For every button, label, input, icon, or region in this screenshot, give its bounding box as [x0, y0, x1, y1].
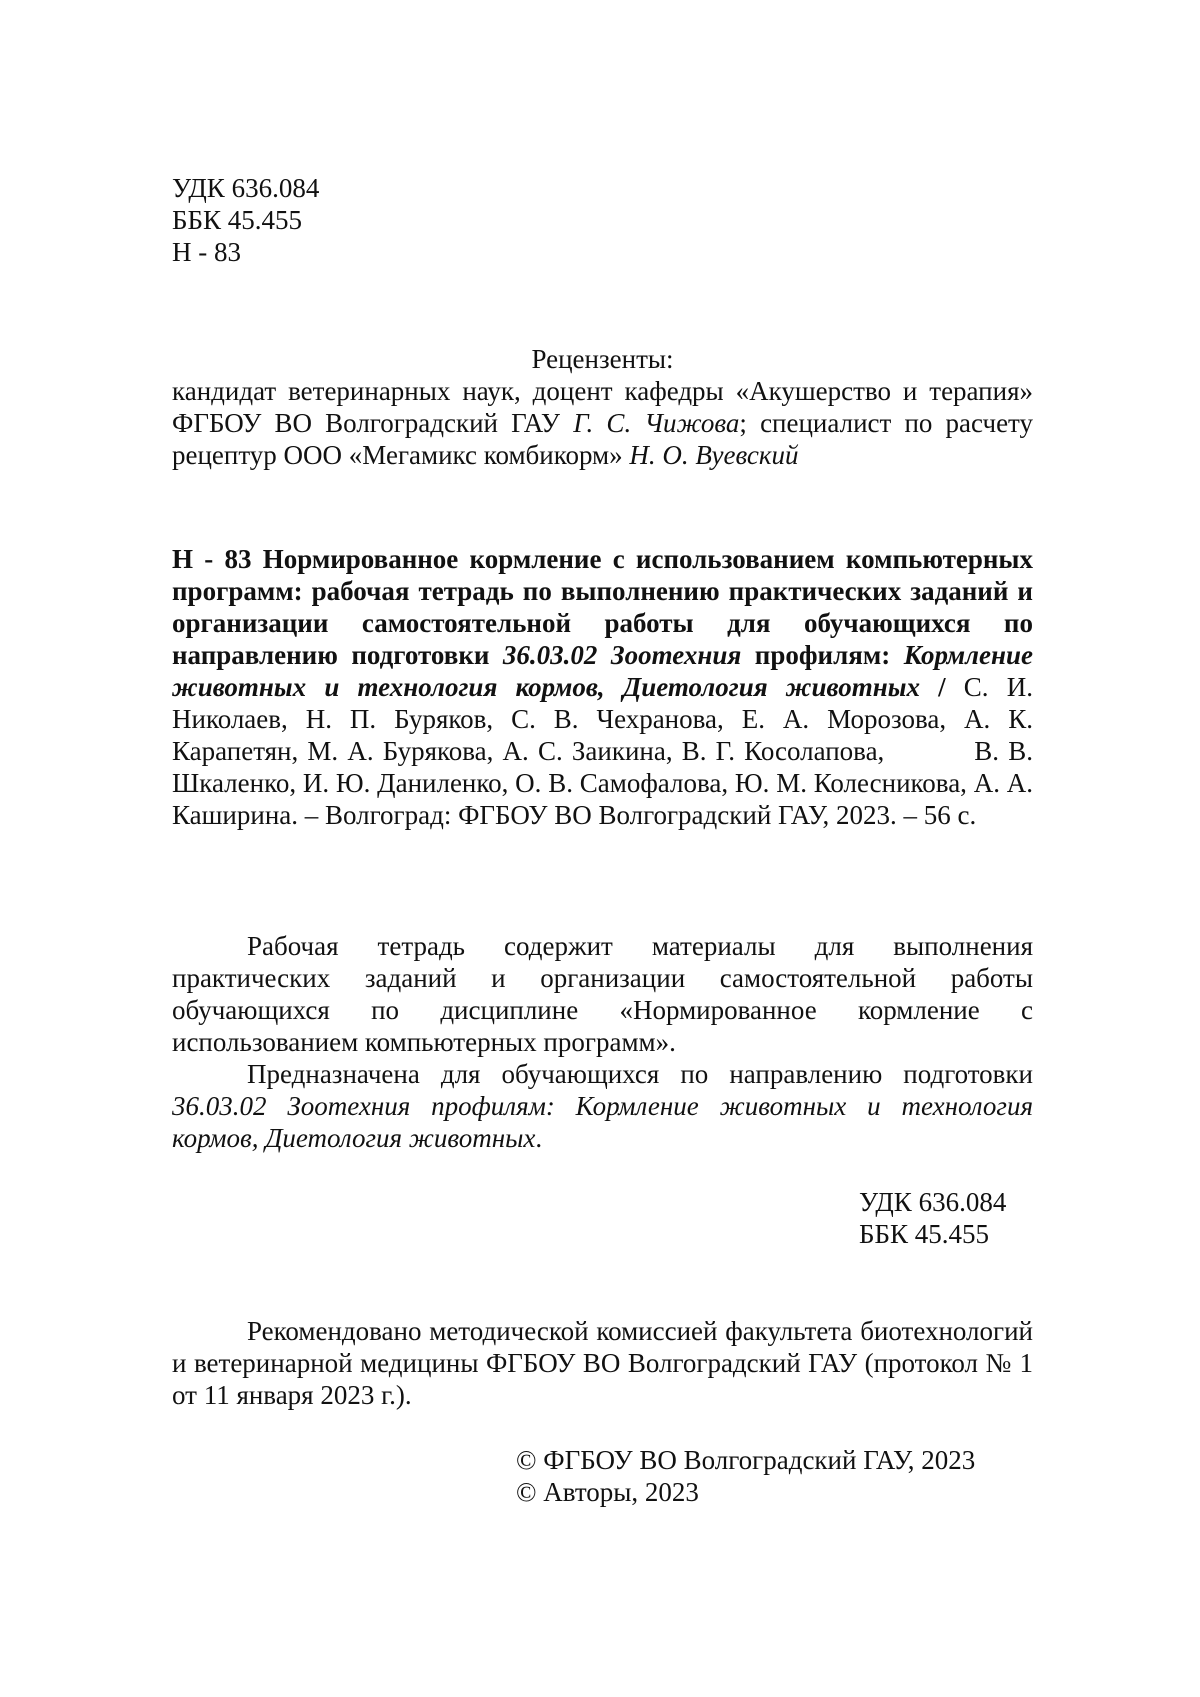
biblio-slash: /: [919, 672, 946, 702]
copyright-university: © ФГБОУ ВО Волгоградский ГАУ, 2023: [516, 1445, 976, 1475]
biblio-profiles-label: профилям:: [741, 640, 904, 670]
recommendation-paragraph: Рекомендовано методической комиссией факультета биотехнологий и ветеринарной медицины ФГБОУ ВО Волгоградский ГАУ (протокол № 1 от 11 января 2023 г.).: [172, 1316, 1033, 1410]
copyright-authors: © Авторы, 2023: [516, 1477, 699, 1507]
copyright-block: [516, 1444, 975, 1508]
annotation-p2-italic: 36.03.02 Зоотехния профилям: Кормление животных и технология кормов, Диетология животных: [172, 1091, 1033, 1153]
reviewers-text-part2: ; специалист по расчету рецептур ООО «Мегамикс комбикорм»: [172, 408, 1033, 470]
annotation-p2-lead: Предназначена для обучающихся по направлению подготовки: [247, 1059, 1033, 1089]
biblio-profiles: Кормление животных и технология кормов, Диетология животных: [172, 640, 1033, 702]
biblio-authors-part1: С. И. Николаев, Н. П. Буряков, С. В. Чехранова, Е. А. Морозова, А. К. Карапетян, М. А. Бурякова, А. С. Заикина, В. Г. Косолапова,: [172, 672, 1033, 766]
reviewers-heading: Рецензенты:: [531, 344, 674, 374]
biblio-direction: 36.03.02 Зоотехния: [502, 640, 742, 670]
bibliographic-description: [172, 543, 1033, 831]
annotation-p2-end: .: [535, 1123, 543, 1153]
biblio-title: Н - 83 Нормированное кормление с использованием компьютерных программ: рабочая тетрадь по выполнению практических заданий и организации самостоятельной работы для обучающихся по направлению подготовки: [172, 544, 1033, 670]
bbk-code-repeat: ББК 45.455: [859, 1219, 990, 1249]
annotation-paragraph-2: [172, 1058, 1033, 1154]
udk-code-repeat: УДК 636.084: [859, 1187, 1007, 1217]
classification-codes-repeat: [859, 1186, 1006, 1250]
reviewer-1-name: Г. С. Чижова: [573, 408, 740, 438]
reviewers-text-part1: кандидат ветеринарных наук, доцент кафедры «Акушерство и терапия» ФГБОУ ВО Волгоградский ГАУ: [172, 376, 1033, 438]
udk-code: УДК 636.084: [172, 173, 320, 203]
author-mark: Н - 83: [172, 237, 241, 267]
annotation: [172, 930, 1033, 1154]
classification-codes: [172, 172, 1033, 268]
bbk-code: ББК 45.455: [172, 205, 303, 235]
reviewer-2-name: Н. О. Вуевский: [629, 440, 799, 470]
reviewers-paragraph: [172, 375, 1033, 471]
biblio-authors-part2: В. В. Шкаленко, И. Ю. Даниленко, О. В. Самофалова, Ю. М. Колесникова, А. А. Каширина. – Волгоград: ФГБОУ ВО Волгоградский ГАУ, 2023. – 56 с.: [172, 736, 1033, 830]
annotation-paragraph-1: Рабочая тетрадь содержит материалы для выполнения практических заданий и организации самостоятельной работы обучающихся по дисциплине «Нормированное кормление с использованием компьютерных программ».: [172, 931, 1033, 1057]
